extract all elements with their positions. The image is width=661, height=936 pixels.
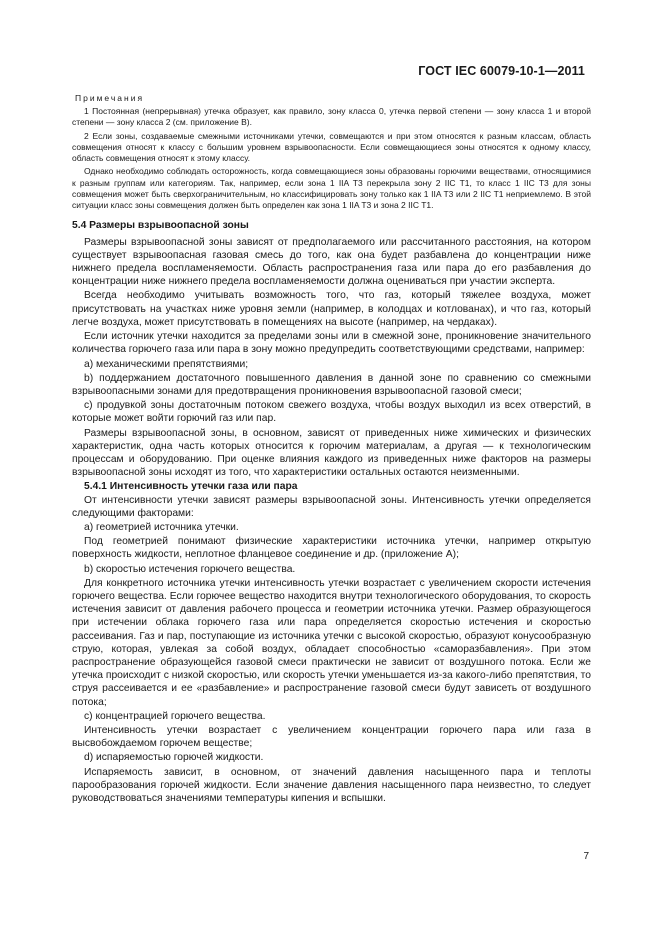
standard-header: ГОСТ IEC 60079-10-1—2011 (418, 64, 585, 78)
subsection-title: 5.4.1 Интенсивность утечки газа или пара (84, 481, 298, 493)
list-item-d: d) испаряемостью горючей жидкости. (84, 752, 264, 764)
paragraph: Всегда необходимо учитывать возможность того, что газ, который тяжелее воздуха, может присутствовать на участках ниже уровня земли (например, в колодцах и котлованах), и что газ, который легче воздуха, может присутствовать в помещениях на высоте (например, на чердаках). (72, 290, 591, 328)
note-3: Однако необходимо соблюдать осторожность, когда совмещающиеся зоны образованы горючими веществами, относящимися к разным группам или категориям. Так, например, если зона 1 IIA T3 перекрыла зону 2 IIC T1, то класс 1 IIC T3 для зоны совмещения может быть сверхограничительным, но классифицировать зону только как 1 IIA T3 или 2 IIC T1 неприемлемо. В этой ситуации класс зоны совмещения должен быть определен как зона 1 IIA T3 и зона 2 IIC T1. (72, 166, 591, 211)
section-title: 5.4 Размеры взрывоопасной зоны (72, 219, 249, 231)
page-number: 7 (583, 851, 589, 862)
list-item-a: a) геометрией источника утечки. (84, 521, 239, 533)
paragraph: Размеры взрывоопасной зоны, в основном, зависят от приведенных ниже химических и физических характеристик, одна часть которых относится к горючим материалам, а другая — к технологическим процессам и оборудованию. При оценке влияния каждого из приведенных ниже факторов на размеры взрывоопасной зоны исходят из того, что характеристики остальных остаются неизменными. (72, 427, 591, 479)
notes-heading: Примечания (75, 93, 145, 103)
paragraph: Интенсивность утечки возрастает с увеличением концентрации горючего пара или газа в высвобождаемом горючем веществе; (72, 724, 591, 750)
page-content (72, 93, 591, 806)
note-1: 1 Постоянная (непрерывная) утечка образует, как правило, зону класса 0, утечка первой степени — зону класса 1 и второй степени — зону класса 2 (см. приложение В). (72, 106, 591, 128)
paragraph: Если источник утечки находится за пределами зоны или в смежной зоне, проникновение значительного количества горючего газа или пара в зону можно предупредить соответствующими средствами, например: (72, 331, 591, 356)
list-item-b: b) поддержанием достаточного повышенного давления в данной зоне по сравнению со смежными взрывоопасными зонами для предотвращения проникновения взрывоопасной газовой смеси; (72, 372, 591, 397)
list-item-a: a) механическими препятствиями; (84, 358, 249, 370)
paragraph: Испаряемость зависит, в основном, от значений давления насыщенного пара и теплоты парообразования горючей жидкости. Если значение давления насыщенного пара неизвестно, то следует руководствоваться значениями температуры кипения и вспышки. (72, 766, 591, 804)
list-item-c: c) концентрацией горючего вещества. (84, 710, 266, 722)
list-item-c: c) продувкой зоны достаточным потоком свежего воздуха, чтобы воздух выходил из всех отверстий, в которые может войти горючий газ или пар. (72, 400, 591, 425)
paragraph: Для конкретного источника утечки интенсивность утечки возрастает с увеличением скорости истечения горючего вещества. Если горючее вещество находится внутри технологического оборудования, то скорость истечения зависит от давления рабочего процесса и геометрии источника утечки. Размер образующегося при истечении облака горючего газа или пара определяется скоростью истечения и скоростью рассеивания. Газ и пар, поступающие из источника утечки с высокой скоростью, образуют конусообразную струю, которая, увлекая за собой воздух, обладает способностью «саморазбавления». При этом распространение образующейся газовой смеси практически не зависит от воздушного потока. Если же утечка происходит с низкой скоростью, или скорость утечки уменьшается из-за какого-либо препятствия, то струя рассеивается и ее «разбавление» и распространение газовой смеси будут зависеть от воздушного потока; (72, 577, 591, 708)
paragraph: Под геометрией понимают физические характеристики источника утечки, например открытую поверхность жидкости, неплотное фланцевое соединение и др. (приложение А); (72, 536, 591, 561)
list-item-b: b) скоростью истечения горючего вещества. (84, 563, 296, 575)
note-2: 2 Если зоны, создаваемые смежными источниками утечки, совмещаются и при этом относятся к разным классам, область совмещения относят к классу с большим уровнем взрывоопасности. Если совмещающиеся зоны относятся к одному классу, область совмещения относят к этому классу. (72, 130, 591, 164)
paragraph: От интенсивности утечки зависят размеры взрывоопасной зоны. Интенсивность утечки определяется следующими факторами: (72, 494, 591, 519)
paragraph: Размеры взрывоопасной зоны зависят от предполагаемого или рассчитанного расстояния, на котором существует взрывоопасная газовая смесь до того, как она будет разбавлена до концентрации ниже нижнего предела воспламеняемости. Область распространения газа или пара до его разбавления до концентрации ниже нижнего предела воспламеняемости должна оцениваться при участии эксперта. (72, 236, 591, 288)
